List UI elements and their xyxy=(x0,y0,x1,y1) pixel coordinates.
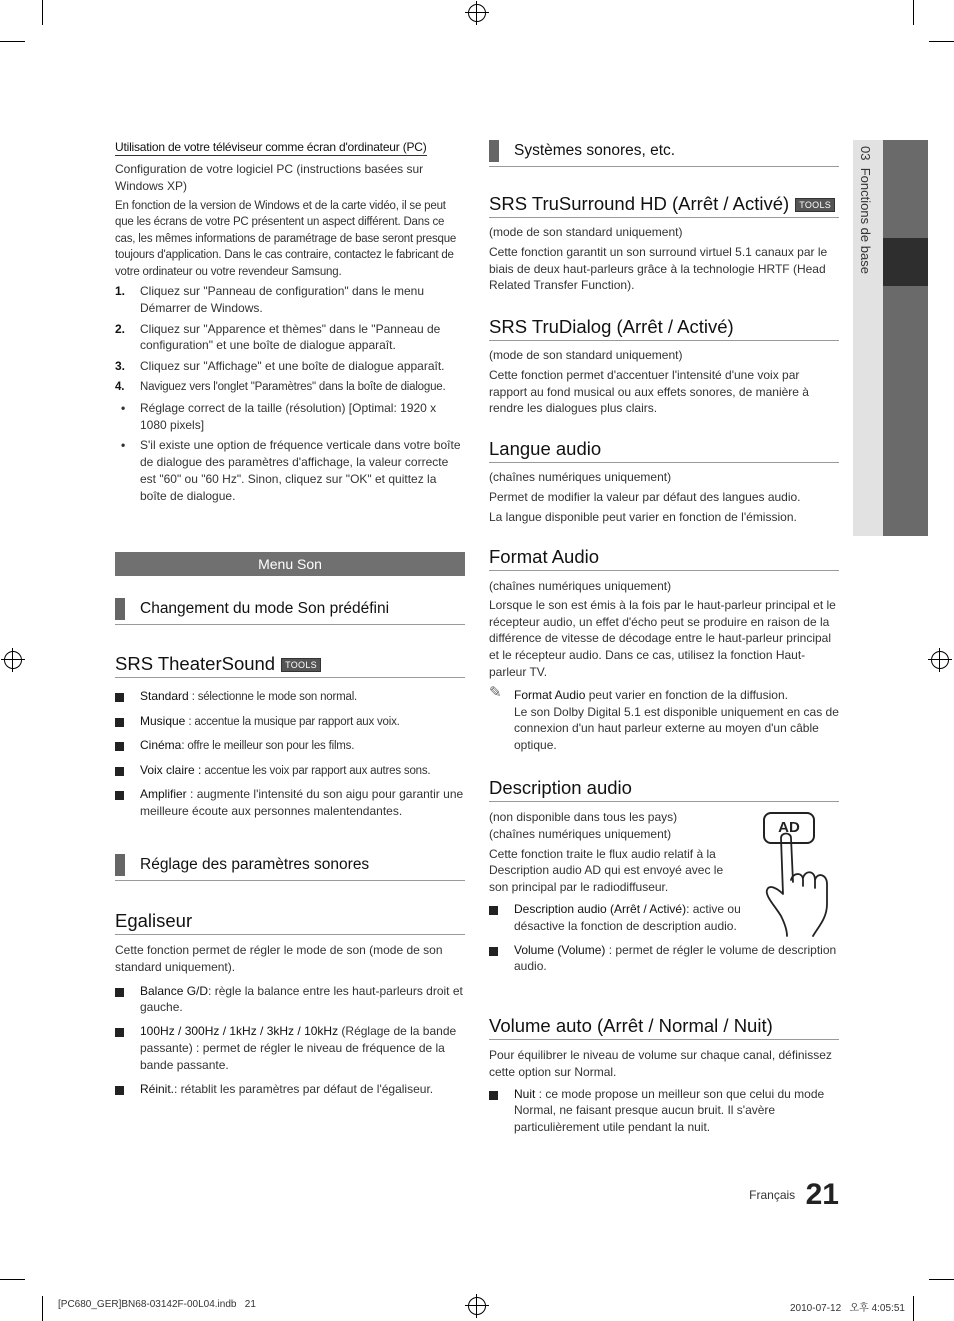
section-bar xyxy=(489,140,499,162)
format-content xyxy=(489,578,839,754)
eq-intro: Cette fonction permet de régler le mode de son (mode de son standard uniquement). xyxy=(115,943,443,974)
list-item: Standard : sélectionne le mode son normal. xyxy=(115,688,465,706)
list-item: Réinit.: rétablit les paramètres par défaut de l'égaliseur. xyxy=(115,1081,465,1098)
pc-note: En fonction de la version de Windows et de la carte vidéo, il se peut que les écrans de votre PC présentent un aspect différent. Dans ce cas, les mêmes informations de paramétrage de base seront presque toujours d'application. Dans le cas contraire, contactez le fabricant de votre ordinateur ou votre revendeur Samsung. xyxy=(115,199,457,278)
print-file: [PC680_GER]BN68-03142F-00L04.indb 21 xyxy=(58,1299,256,1310)
eq-content xyxy=(115,942,465,1097)
langue-content xyxy=(489,469,839,525)
section-bar xyxy=(115,598,125,620)
right-column xyxy=(489,140,839,1135)
side-tab-number: 03 xyxy=(858,146,873,161)
theater-heading: SRS TheaterSound TOOLS xyxy=(115,653,465,678)
registration-mark-top xyxy=(468,4,486,22)
list-item: Description audio (Arrêt / Activé): active ou désactive la fonction de description audio. xyxy=(489,901,744,935)
section-heading-preset: Changement du mode Son prédéfini xyxy=(115,598,465,625)
volume-content xyxy=(489,1047,839,1136)
side-tab-label: Fonctions de base xyxy=(858,167,873,274)
list-item: Volume (Volume) : permet de régler le volume de description audio. xyxy=(489,942,839,976)
side-tab-dark xyxy=(883,140,928,536)
tools-badge: TOOLS xyxy=(795,198,835,212)
menu-son-banner: Menu Son xyxy=(115,552,465,576)
langue-heading: Langue audio xyxy=(489,438,839,463)
side-tab-text xyxy=(858,146,873,274)
step-item: 3. Cliquez sur "Affichage" et une boîte de dialogue apparaît. xyxy=(115,359,445,374)
pc-intro: Configuration de votre logiciel PC (instructions basées sur Windows XP) xyxy=(115,162,424,193)
tools-badge: TOOLS xyxy=(281,658,321,672)
steps-list xyxy=(115,283,465,396)
list-item: Cinéma: offre le meilleur son pour les films. xyxy=(115,737,465,755)
list-item: Musique : accentue la musique par rapport aux voix. xyxy=(115,713,465,731)
eq-heading: Egaliseur xyxy=(115,910,465,935)
trusurround-heading: SRS TruSurround HD (Arrêt / Activé) TOOLS xyxy=(489,193,839,218)
memo-icon: ✎ xyxy=(489,683,502,701)
hand-icon xyxy=(757,808,839,938)
langue-note: (chaînes numériques uniquement) xyxy=(489,470,672,484)
list-item: Amplifier : augmente l'intensité du son aigu pour garantir une meilleure écoute aux personnes malentendantes. xyxy=(115,786,465,820)
registration-mark-right xyxy=(931,651,949,669)
trudialog-note: (mode de son standard uniquement) xyxy=(489,348,683,362)
pc-title: Utilisation de votre téléviseur comme écran d'ordinateur (PC) xyxy=(115,140,427,154)
bullet-item: • S'il existe une option de fréquence verticale dans votre boîte de dialogue des paramètres d'affichage, la valeur correcte est "60" ou "60 Hz". Sinon, cliquez sur "OK" et quittez la boîte de dialogue. xyxy=(121,438,461,503)
description-note: (chaînes numériques uniquement) xyxy=(489,826,672,841)
section-heading-systems: Systèmes sonores, etc. xyxy=(489,140,839,167)
left-column xyxy=(115,138,465,1096)
section-heading-settings: Réglage des paramètres sonores xyxy=(115,854,465,881)
description-text: Cette fonction traite le flux audio relatif à la Description audio AD qui est envoyé avec le son principal par le radiodiffuseur. xyxy=(489,846,724,895)
footer-language: Français xyxy=(749,1188,796,1202)
page-footer xyxy=(700,1178,839,1212)
description-content xyxy=(489,809,737,896)
description-heading: Description audio xyxy=(489,777,839,802)
langue-text: Permet de modifier la valeur par défaut des langues audio. xyxy=(489,489,801,504)
section-bar xyxy=(115,854,125,876)
theater-list xyxy=(115,688,465,820)
trusurround-note: (mode de son standard uniquement) xyxy=(489,225,683,239)
bullets-list xyxy=(115,400,465,505)
list-item: Balance G/D: règle la balance entre les haut-parleurs droit et gauche. xyxy=(115,983,465,1017)
list-item: Voix claire : accentue les voix par rapport aux autres sons. xyxy=(115,762,465,780)
list-item: 100Hz / 300Hz / 1kHz / 3kHz / 10kHz (Réglage de la bande passante) : permet de régler le niveau de fréquence de la bande passante. xyxy=(115,1023,465,1073)
ad-hand-illustration xyxy=(757,808,839,938)
trudialog-content xyxy=(489,347,839,417)
step-item: 2. Cliquez sur "Apparence et thèmes" dans le "Panneau de configuration" et une boîte de dialogue apparaît. xyxy=(115,321,441,353)
page-number: 21 xyxy=(805,1178,839,1211)
volume-intro: Pour équilibrer le niveau de volume sur chaque canal, définissez cette option sur Normal. xyxy=(489,1048,832,1079)
step-item: 4. Naviguez vers l'onglet "Paramètres" dans la boîte de dialogue. xyxy=(115,381,446,394)
side-tab-marker xyxy=(883,238,928,286)
list-item: Nuit : ce mode propose un meilleur son que celui du mode Normal, ne faisant presque aucun bruit. Il s'avère particulièrement utile pendant la nuit. xyxy=(489,1086,839,1136)
trusurround-text: Cette fonction garantit un son surround virtuel 5.1 canaux par le biais de deux haut-parleurs grâce à la technologie HRTF (Head Related Transfer Function). xyxy=(489,244,828,293)
format-memo: ✎ Format Audio peut varier en fonction de la diffusion. Le son Dolby Digital 5.1 est disponible uniquement en cas de connexion d'un haut parleur externe au moyen d'un câble optique. xyxy=(489,683,839,753)
format-note: (chaînes numériques uniquement) xyxy=(489,579,672,593)
volume-heading: Volume auto (Arrêt / Normal / Nuit) xyxy=(489,1015,839,1040)
bullet-item: • Réglage correct de la taille (résolution) [Optimal: 1920 x 1080 pixels] xyxy=(121,400,437,432)
format-heading: Format Audio xyxy=(489,546,839,571)
format-text: Lorsque le son est émis à la fois par le haut-parleur principal et le récepteur audio, un effet d'écho peut se produire en raison de la différence de vitesse de décodage entre le haut-parleur principal et le récepteur audio. Dans ce cas, utilisez la fonction Haut-parleur TV. xyxy=(489,597,836,679)
registration-mark-bottom xyxy=(468,1297,486,1315)
registration-mark-left xyxy=(4,651,22,669)
print-date: 2010-07-12 오후 4:05:51 xyxy=(790,1303,905,1314)
trudialog-heading: SRS TruDialog (Arrêt / Activé) xyxy=(489,316,839,341)
step-item: 1. Cliquez sur "Panneau de configuration" dans le menu Démarrer de Windows. xyxy=(115,284,425,315)
trusurround-content xyxy=(489,224,839,294)
langue-text: La langue disponible peut varier en fonction de l'émission. xyxy=(489,509,797,524)
description-note: (non disponible dans tous les pays) xyxy=(489,810,678,824)
trudialog-text: Cette fonction permet d'accentuer l'intensité d'une voix par rapport au fond musical ou aux effets sonores, de manière à rendre les dialogues plus clairs. xyxy=(489,367,809,416)
ad-button: AD xyxy=(763,812,815,844)
